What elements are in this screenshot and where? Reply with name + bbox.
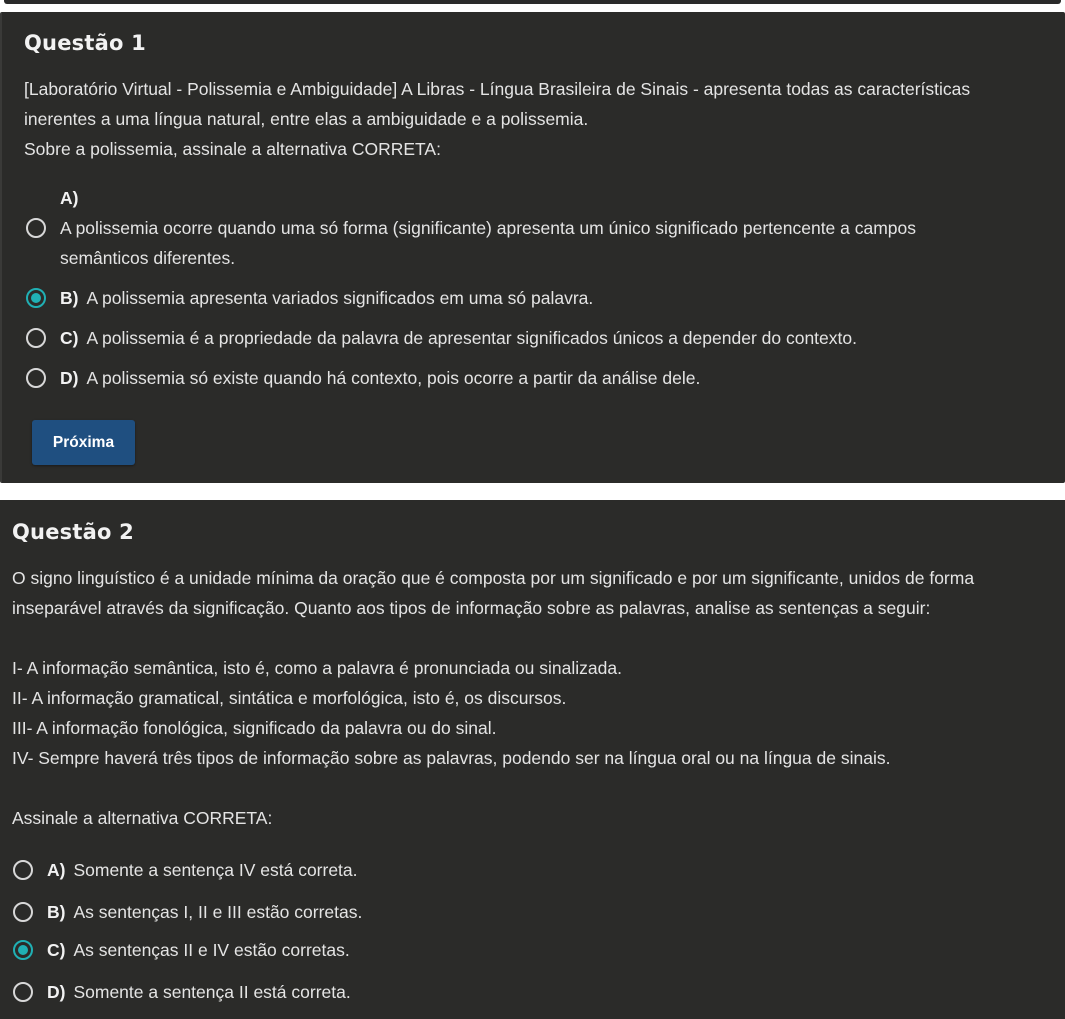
question-2-title: Questão 2 — [12, 520, 134, 544]
radio-button[interactable] — [26, 218, 46, 238]
question-2-text-line-2: inseparável através da significação. Quanto aos tipos de informação sobre as palavras, analise as sentenças a seguir: — [12, 598, 931, 618]
option-text-line-2: semânticos diferentes. — [60, 248, 236, 268]
option-text: Somente a sentença IV está correta. — [73, 860, 358, 880]
question-2-option-c[interactable] — [0, 936, 1060, 964]
radio-button[interactable] — [13, 982, 33, 1002]
option-letter: B) — [47, 902, 66, 922]
question-1-option-b[interactable] — [2, 286, 1062, 314]
radio-button-selected[interactable] — [26, 288, 46, 308]
question-1-text-line-3: Sobre a polissemia, assinale a alternativa CORRETA: — [24, 139, 441, 159]
question-1-title: Questão 1 — [24, 31, 146, 55]
question-1-text-line-2: inerentes a uma língua natural, entre elas a ambiguidade e a polissemia. — [24, 109, 589, 129]
question-1-option-c[interactable] — [2, 326, 1062, 354]
sentence-iii: III- A informação fonológica, significado da palavra ou do sinal. — [12, 718, 497, 738]
question-2-card — [0, 500, 1065, 1019]
radio-button[interactable] — [13, 902, 33, 922]
option-text: Somente a sentença II está correta. — [73, 982, 351, 1002]
option-letter: A) — [47, 860, 66, 880]
radio-button[interactable] — [26, 328, 46, 348]
option-text: As sentenças II e IV estão corretas. — [73, 940, 350, 960]
question-1-text-line-1: [Laboratório Virtual - Polissemia e Ambiguidade] A Libras - Língua Brasileira de Sinais - apresenta todas as características — [24, 79, 971, 99]
next-button[interactable]: Próxima — [32, 420, 135, 465]
top-bar — [0, 0, 1065, 12]
option-letter: D) — [60, 368, 79, 388]
option-text: A polissemia é a propriedade da palavra de apresentar significados únicos a depender do contexto. — [86, 328, 857, 348]
sentence-ii: II- A informação gramatical, sintática e morfológica, isto é, os discursos. — [12, 688, 567, 708]
top-bar-strip — [4, 0, 1061, 4]
question-1-card — [0, 12, 1065, 483]
option-letter: D) — [47, 982, 66, 1002]
option-text: A polissemia apresenta variados significados em uma só palavra. — [86, 288, 594, 308]
option-text: A polissemia só existe quando há contexto, pois ocorre a partir da análise dele. — [86, 368, 701, 388]
question-2-text-line-1: O signo linguístico é a unidade mínima da oração que é composta por um significado e por um significante, unidos de forma — [12, 568, 975, 588]
question-2-option-d[interactable] — [0, 978, 1060, 1006]
option-text: As sentenças I, II e III estão corretas. — [73, 902, 363, 922]
option-text-line-1: A polissemia ocorre quando uma só forma (significante) apresenta um único significado pertencente a campos — [60, 218, 917, 238]
radio-button[interactable] — [26, 368, 46, 388]
question-2-option-b[interactable] — [0, 898, 1060, 926]
question-2-option-a[interactable] — [0, 856, 1060, 884]
option-letter: C) — [60, 328, 79, 348]
radio-button[interactable] — [13, 860, 33, 880]
option-letter: A) — [60, 188, 79, 208]
question-1-option-a[interactable] — [2, 184, 1062, 276]
option-letter: C) — [47, 940, 66, 960]
option-letter: B) — [60, 288, 79, 308]
question-1-option-d[interactable] — [2, 366, 1062, 394]
question-2-prompt: Assinale a alternativa CORRETA: — [12, 808, 273, 828]
sentence-i: I- A informação semântica, isto é, como a palavra é pronunciada ou sinalizada. — [12, 658, 622, 678]
radio-button-selected[interactable] — [13, 940, 33, 960]
sentence-iv: IV- Sempre haverá três tipos de informação sobre as palavras, podendo ser na língua oral ou na língua de sinais. — [12, 748, 891, 768]
